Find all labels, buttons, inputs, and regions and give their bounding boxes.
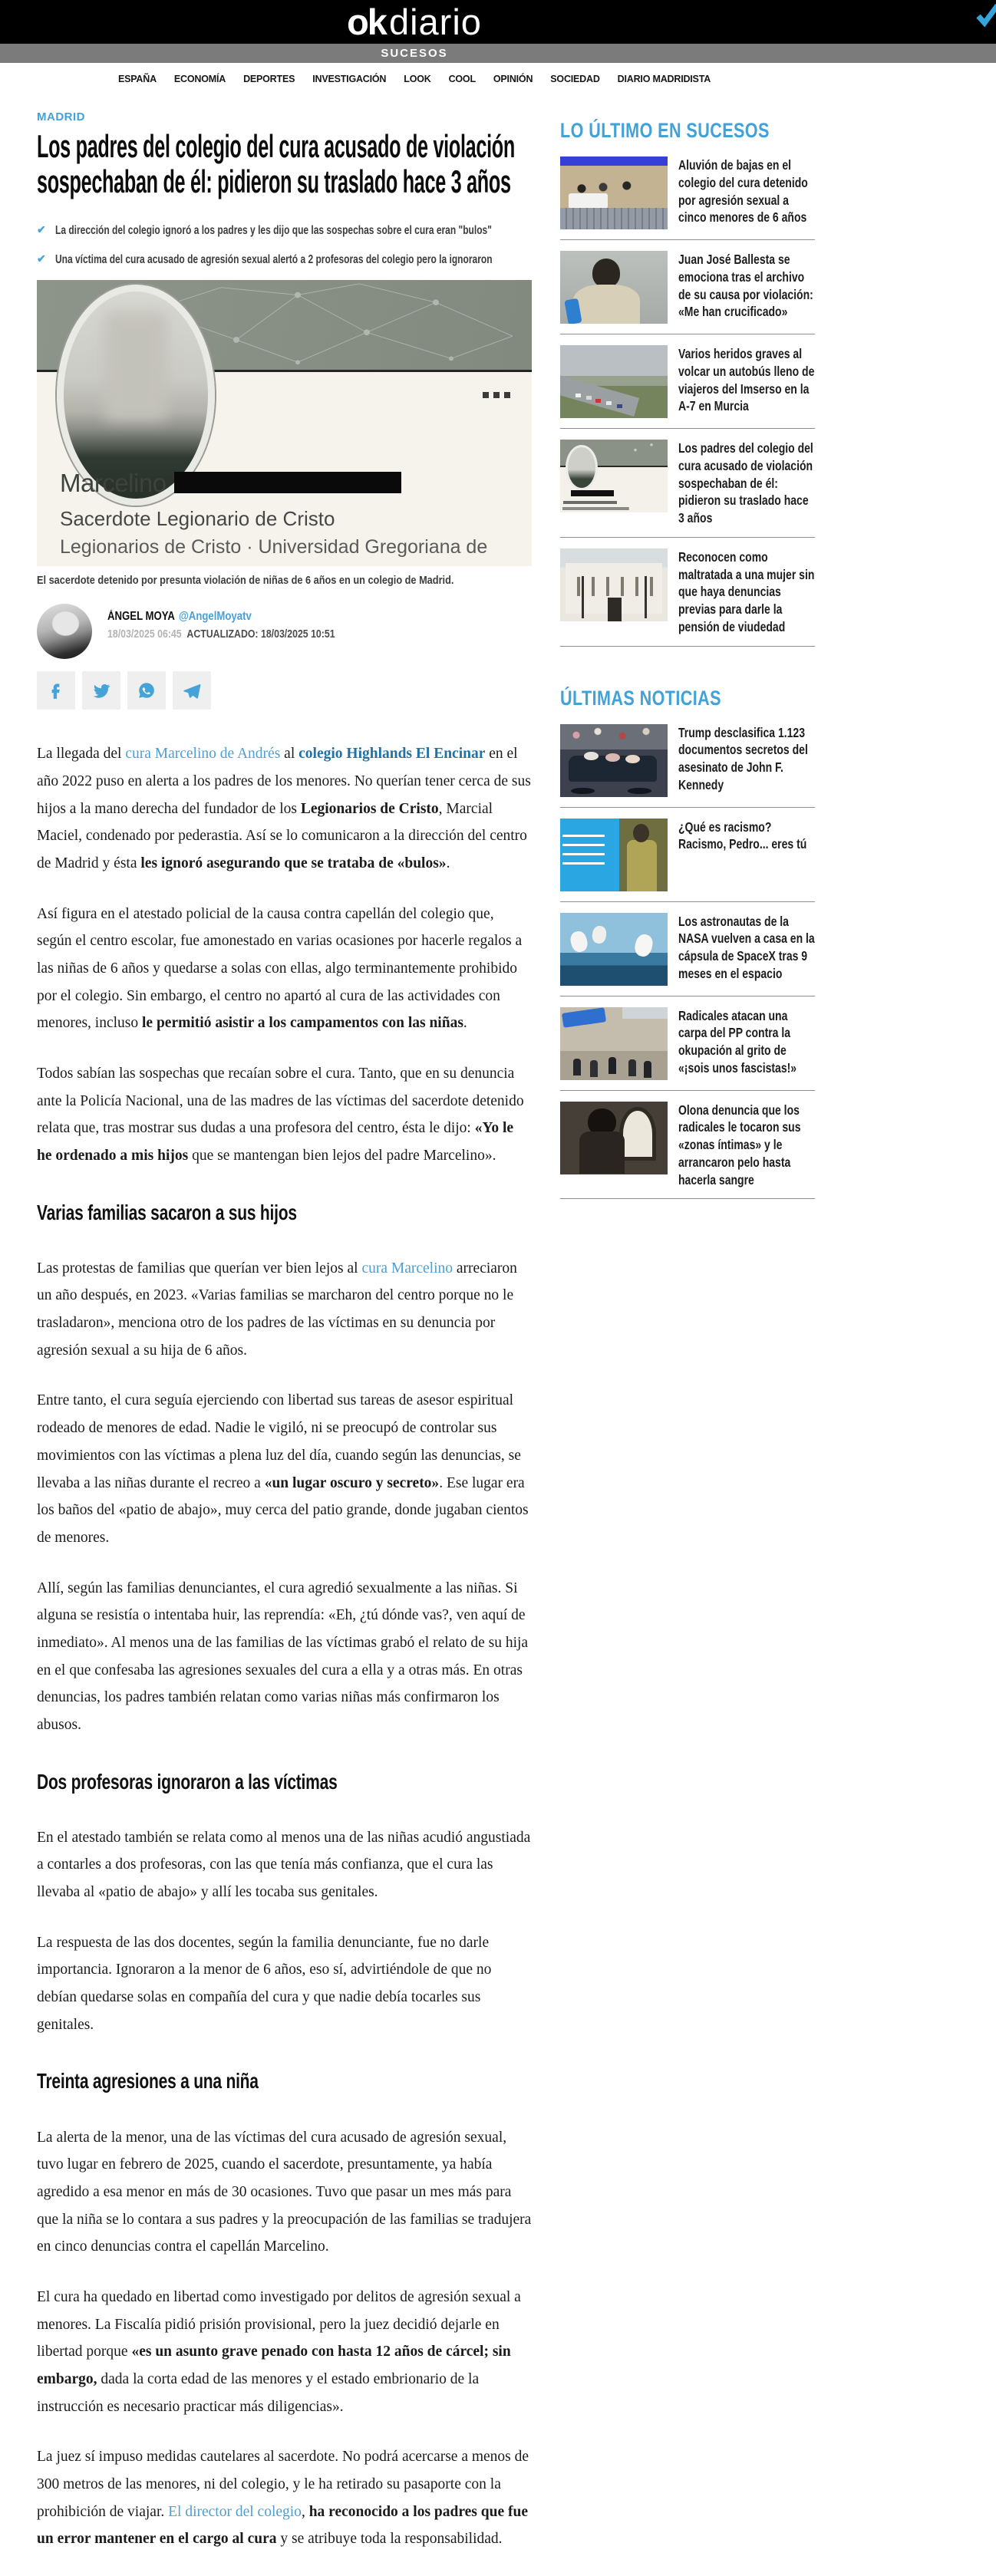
check-logo-icon xyxy=(976,3,996,31)
article-paragraph xyxy=(37,2443,532,2553)
text-segment: y se atribuye toda la responsabilidad. xyxy=(276,2531,503,2548)
text-segment: dada la corta edad de las menores y el estado embrionario de la instrucción es necesario practicar más diligencias». xyxy=(37,2371,480,2415)
sidebar-story[interactable] xyxy=(560,240,815,334)
story-thumbnail-olona xyxy=(560,1102,668,1174)
sidebar-story[interactable] xyxy=(560,808,815,902)
sidebar xyxy=(560,94,815,2576)
latest-news xyxy=(560,687,815,1200)
story-thumbnail-nasa xyxy=(560,913,668,986)
story-thumbnail-marcelino xyxy=(560,440,668,512)
story-title: Aluvión de bajas en el colegio del cura detenido por agresión sexual a cinco menores de 6 años xyxy=(678,157,808,226)
article-paragraph xyxy=(37,901,532,1037)
inline-link[interactable]: El director del colegio xyxy=(168,2503,302,2520)
story-title: Radicales atacan una carpa del PP contra la okupación al grito de «¡sois unos fascistas!» xyxy=(678,1007,797,1076)
category-link[interactable]: MADRID xyxy=(37,110,85,124)
text-segment: ha reconocido a los padres que fue un error mantener en el cargo al cura xyxy=(37,2503,528,2548)
sidebar-story[interactable] xyxy=(560,334,815,429)
text-segment: En el atestado también se relata como al menos una de las niñas acudió angustiada a contarles a dos profesoras, con las que tenía más confianza, que el cura las llevaba al «patio de abajo» y allí les tocaba sus genitales. xyxy=(37,1829,531,1901)
text-segment: . xyxy=(446,855,450,871)
profile-affiliation: Legionarios de Cristo · Universidad Gregoriana de xyxy=(60,536,488,558)
text-segment: arreciaron un año después, en 2023. «Varias familias se marcharon del centro porque no le trasladaron», menciona otro de los padres de las víctimas en su denuncia por agresión sexual a su hija de 6 años. xyxy=(37,1260,517,1359)
inline-link[interactable]: cura Marcelino de Andrés xyxy=(125,746,281,763)
section-banner[interactable]: SUCESOS xyxy=(381,47,448,60)
text-segment: «un lugar oscuro y secreto» xyxy=(264,1474,440,1491)
section-heading: Dos profesoras ignoraron a las víctimas xyxy=(37,1769,338,1794)
sidebar-story[interactable] xyxy=(560,902,815,996)
whatsapp-share-button[interactable] xyxy=(127,671,166,710)
text-segment: «Yo le he ordenado a mis hijos xyxy=(37,1120,514,1164)
facebook-icon xyxy=(46,680,66,700)
text-segment: , Marcial Maciel, condenado por pederastia. Así se lo comunicaron a la dirección del centro de Madrid y ésta xyxy=(37,800,527,871)
article-paragraph xyxy=(37,1824,532,1906)
author-name: ÁNGEL MOYA xyxy=(107,610,175,624)
story-thumbnail-ballesta xyxy=(560,251,668,324)
inline-link[interactable]: colegio Highlands El Encinar xyxy=(298,746,486,763)
story-title: Reconocen como maltratada a una mujer sin que haya denuncias previas para darle la pensión de viudedad xyxy=(678,548,815,634)
updated-date: ACTUALIZADO: 18/03/2025 10:51 xyxy=(186,628,335,641)
nav-item-cool[interactable]: COOL xyxy=(448,74,476,84)
nav-item-economía[interactable]: ECONOMÍA xyxy=(173,74,226,84)
share-buttons xyxy=(37,671,532,710)
article-paragraph xyxy=(37,1387,532,1551)
main-nav xyxy=(0,63,829,94)
summary-bullet-text: Una víctima del cura acusado de agresión sexual alertó a 2 profesoras del colegio pero la ignoraron xyxy=(55,252,493,266)
nav-item-opinión[interactable]: OPINIÓN xyxy=(493,74,533,84)
section-heading: Treinta agresiones a una niña xyxy=(37,2069,259,2093)
sidebar-story[interactable] xyxy=(560,713,815,808)
byline xyxy=(37,604,532,659)
author-avatar[interactable] xyxy=(37,604,92,659)
facebook-share-button[interactable] xyxy=(37,671,75,710)
logo-diario-text: diario xyxy=(388,2,482,42)
text-segment: Legionarios de Cristo xyxy=(300,800,439,817)
more-options-icon xyxy=(483,392,510,398)
nav-item-sociedad[interactable]: SOCIEDAD xyxy=(550,74,600,84)
text-segment: le permitió asistir a los campamentos con las niñas xyxy=(142,1015,463,1032)
story-title: Juan José Ballesta se emociona tras el archivo de su causa por violación: «Me han crucificado» xyxy=(678,252,813,320)
image-caption: El sacerdote detenido por presunta violación de niñas de 6 años en un colegio de Madrid. xyxy=(37,574,454,588)
text-segment: . Ese lugar era los baños del «patio de abajo», muy cerca del patio grande, donde jugaban cientos de menores. xyxy=(37,1474,529,1546)
article-body xyxy=(37,740,532,2553)
article-paragraph xyxy=(37,2284,532,2420)
sidebar-story[interactable] xyxy=(560,538,815,647)
text-segment: Todos sabían las sospechas que recaían sobre el cura. Tanto, que en su denuncia ante la Policía Nacional, una de las madres de las víctimas del sacerdote detenido relata que, tras mostrar sus dudas a una profesora del centro, ésta le dijo: xyxy=(37,1065,524,1137)
check-icon: ✔ xyxy=(37,252,46,265)
text-segment: que se mantengan bien lejos del padre Marcelino». xyxy=(188,1147,496,1164)
article-paragraph xyxy=(37,1255,532,1365)
story-title: Varios heridos graves al volcar un autobús lleno de viajeros del Imserso en la A-7 en Murcia xyxy=(678,346,815,414)
nav-item-españa[interactable]: ESPAÑA xyxy=(117,74,157,84)
check-icon: ✔ xyxy=(37,223,46,236)
sidebar-heading-noticias: ÚLTIMAS NOTICIAS xyxy=(560,686,721,710)
story-thumbnail-jfk xyxy=(560,724,668,797)
latest-sucesos xyxy=(560,119,815,647)
story-thumbnail-tv-studio xyxy=(560,156,668,229)
telegram-icon xyxy=(182,680,202,700)
summary-bullet xyxy=(37,252,532,268)
inline-link[interactable]: cura Marcelino xyxy=(361,1260,453,1276)
whatsapp-icon xyxy=(137,680,157,700)
nav-item-investigación[interactable]: INVESTIGACIÓN xyxy=(312,74,387,84)
text-segment: les ignoró asegurando que se trataba de «bulos» xyxy=(140,855,447,871)
nav-item-look[interactable]: LOOK xyxy=(404,74,431,84)
text-segment: «es un asunto grave penado con hasta 12 años de cárcel; sin embargo, xyxy=(37,2344,511,2388)
story-title: Olona denuncia que los radicales le tocaron sus «zonas íntimas» y le arrancaron pelo hasta hacerla sangre xyxy=(678,1102,801,1188)
text-segment: El cura ha quedado en libertad como investigado por delitos de agresión sexual a menores. La Fiscalía pidió prisión provisional, pero la juez decidió dejarle en libertad porque xyxy=(37,2289,521,2360)
sidebar-heading-sucesos: LO ÚLTIMO EN SUCESOS xyxy=(560,119,770,142)
profile-role: Sacerdote Legionario de Cristo xyxy=(60,507,335,531)
header-bar xyxy=(0,0,996,44)
sidebar-story[interactable] xyxy=(560,996,815,1091)
nav-item-diario-madridista[interactable]: DIARIO MADRIDISTA xyxy=(617,74,711,84)
profile-name: Marcelino xyxy=(60,469,401,498)
text-segment: al xyxy=(280,746,299,763)
nav-item-deportes[interactable]: DEPORTES xyxy=(243,74,295,84)
text-segment: , xyxy=(301,2503,309,2520)
redaction-bar xyxy=(174,472,401,493)
text-segment: La alerta de la menor, una de las víctimas del cura acusado de agresión sexual, tuvo lugar en febrero de 2025, cuando el sacerdote, presuntamente, ya había agredido a esa menor en más de 30 ocasiones. Tuvo que pasar un mes más para que la niña se lo contara a sus padres y la preocupación de las familias se tradujera en cinco denuncias contra el capellán Marcelino. xyxy=(37,2129,532,2255)
story-title: Los padres del colegio del cura acusado de violación sospechaban de él: pidieron su traslado hace 3 años xyxy=(678,440,813,525)
sidebar-story[interactable] xyxy=(560,146,815,240)
text-segment: Las protestas de familias que querían ver bien lejos al xyxy=(37,1260,362,1276)
sidebar-story[interactable] xyxy=(560,1091,815,1200)
story-title: Los astronautas de la NASA vuelven a casa en la cápsula de SpaceX tras 9 meses en el espacio xyxy=(678,913,815,981)
publish-date: 18/03/2025 06:45 xyxy=(107,628,182,641)
page-title: Los padres del colegio del cura acusado de violación sospechaban de él: pidieron su traslado hace 3 años xyxy=(37,128,515,200)
section-banner-bar xyxy=(0,44,996,63)
text-segment: La juez sí impuso medidas cautelares al sacerdote. No podrá acercarse a menos de 300 metros de las menores, ni del colegio, y le ha retirado su pasaporte con la prohibición de viajar. xyxy=(37,2449,529,2520)
hero-image xyxy=(37,280,532,566)
article-paragraph xyxy=(37,740,532,877)
story-thumbnail-racism xyxy=(560,819,668,891)
text-segment: en el año 2022 puso en alerta a los padres de los menores. No querían tener cerca de sus hijos a la mano derecha del fundador de los xyxy=(37,746,531,817)
telegram-share-button[interactable] xyxy=(173,671,211,710)
text-segment: Entre tanto, el cura seguía ejerciendo con libertad sus tareas de asesor espiritual rodeado de menores de edad. Nadie le vigiló, ni se preocupó de controlar sus movimientos con las víctimas a plena luz del día, cuando según las denuncias, se llevaba a las niñas durante el recreo a xyxy=(37,1392,521,1491)
story-title: ¿Qué es racismo? Racismo, Pedro... eres tú xyxy=(678,819,807,852)
summary-bullet-text: La dirección del colegio ignoró a los padres y les dijo que las sospechas sobre el cura eran "bulos" xyxy=(55,224,492,238)
story-thumbnail-pp-tent xyxy=(560,1007,668,1080)
summary-bullets xyxy=(37,222,532,268)
logo-ok-text: ok xyxy=(347,2,386,42)
article-paragraph xyxy=(37,1929,532,2039)
text-segment: Allí, según las familias denunciantes, el cura agredió sexualmente a las niñas. Si alguna se resistía o intentaba huir, las reprendía: «Eh, ¿tú dónde vas?, ven aquí de inmediato». Al menos una de las familias de las víctimas grabó el relato de su hija en el que confesaba las agresiones sexuales del cura a ella y a otras más. En otras denuncias, los padres también relatan como varias niñas más confirmaron los abusos. xyxy=(37,1580,529,1733)
article-paragraph xyxy=(37,2124,532,2261)
sidebar-story[interactable] xyxy=(560,429,815,538)
text-segment: Así figura en el atestado policial de la causa contra capellán del colegio que, según el centro escolar, fue amonestado en varias ocasiones por hacerle regalos a las niñas de 6 años y quedarse a solas con ellas, algo terminantemente prohibido por el colegio. Sin embargo, el centro no apartó al cura de las actividades con menores, incluso xyxy=(37,905,523,1032)
story-title: Trump desclasifica 1.123 documentos secretos del asesinato de John F. Kennedy xyxy=(678,724,808,792)
okdiario-logo[interactable] xyxy=(347,1,482,43)
author-twitter-handle[interactable]: @AngelMoyatv xyxy=(178,610,252,624)
story-thumbnail-courthouse xyxy=(560,548,668,621)
twitter-icon xyxy=(91,680,111,700)
story-thumbnail-highway xyxy=(560,345,668,418)
twitter-share-button[interactable] xyxy=(82,671,120,710)
text-segment: La respuesta de las dos docentes, según la familia denunciante, fue no darle importancia. Ignoraron a la menor de 6 años, eso sí, advirtiéndole de que no debían quedarse solas en compañía del cura y que nadie debía tocarles sus genitales. xyxy=(37,1934,492,2033)
section-heading: Varias familias sacaron a sus hijos xyxy=(37,1200,297,1224)
article-paragraph xyxy=(37,1060,532,1170)
text-segment: La llegada del xyxy=(37,746,126,763)
text-segment: . xyxy=(463,1015,467,1032)
summary-bullet xyxy=(37,222,532,239)
article-paragraph xyxy=(37,1575,532,1739)
